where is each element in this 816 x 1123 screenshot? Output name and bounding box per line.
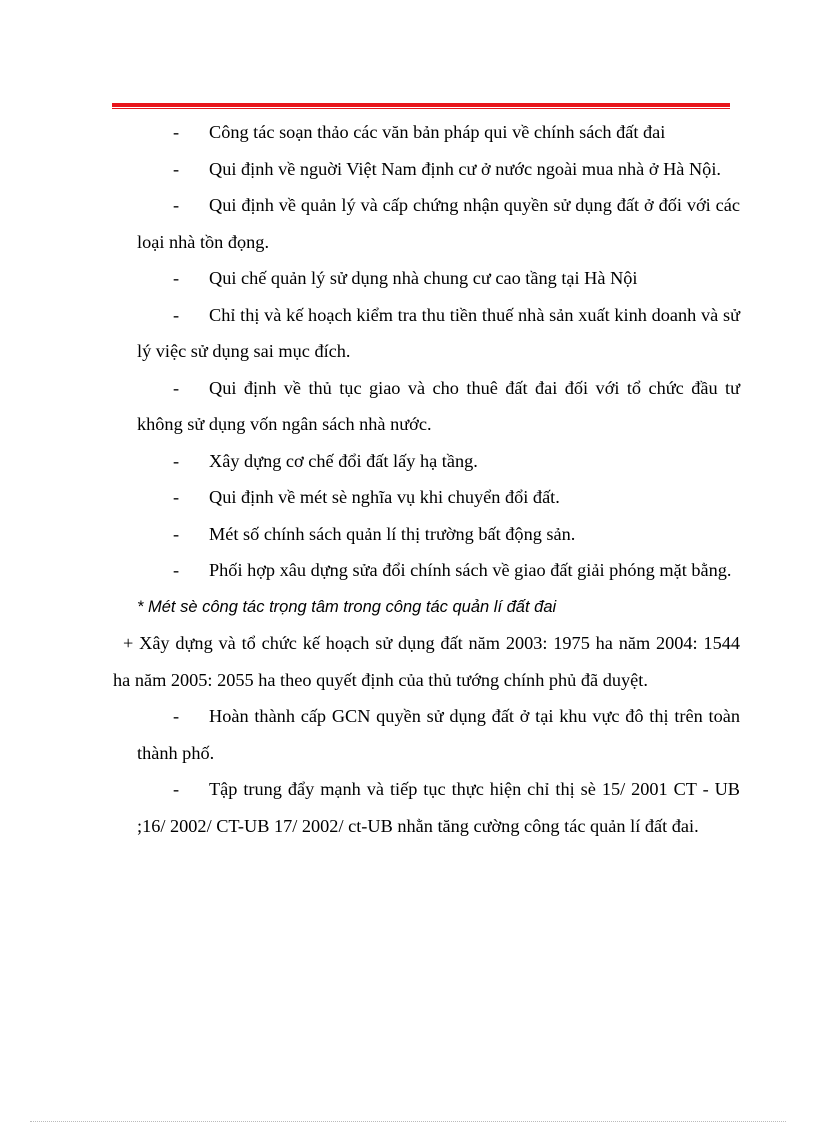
- list-item: [137, 443, 740, 480]
- list-item: [137, 370, 740, 443]
- list-dash: -: [173, 450, 180, 471]
- list-dash: -: [173, 377, 180, 398]
- plan-paragraph: + Xây dựng và tổ chức kế hoạch sử dụng đất năm 2003: 1975 ha năm 2004: 1544 ha năm 2005: 2055 ha theo quyết định của thủ tướng chính phủ đã duyệt.: [113, 633, 740, 690]
- list-item-text: Hoàn thành cấp GCN quyền sử dụng đất ở tại khu vực đô thị trên toàn thành phố.: [137, 706, 740, 763]
- list-item: [137, 151, 740, 188]
- section-heading: * Mét sè công tác trọng tâm trong công tác quản lí đất đai: [137, 597, 557, 616]
- list-item: [137, 698, 740, 771]
- list-item: [137, 260, 740, 297]
- list-dash: -: [173, 195, 180, 215]
- list-dash: -: [173, 706, 180, 726]
- list-dash: -: [173, 523, 180, 544]
- header-rule-thin: [112, 108, 730, 109]
- list-item: [137, 297, 740, 370]
- list-dash: -: [173, 268, 180, 288]
- document-body: [113, 114, 740, 844]
- list-dash: -: [173, 560, 180, 580]
- list-item: [137, 187, 740, 260]
- list-item-text: Xây dựng cơ chế đổi đất lấy hạ tầng.: [209, 450, 478, 471]
- list-item-text: Công tác soạn thảo các văn bản pháp qui về chính sách đất đai: [209, 122, 666, 142]
- list-item-text: Qui định về mét sè nghĩa vụ khi chuyển đổi đất.: [209, 487, 560, 507]
- list-item: [137, 771, 740, 844]
- list-item-text: Mét số chính sách quản lí thị trường bất động sản.: [209, 523, 576, 544]
- list-item-text: Qui chế quản lý sử dụng nhà chung cư cao tầng tại Hà Nội: [209, 268, 638, 288]
- list-dash: -: [173, 779, 180, 799]
- list-item-text: Qui định về thủ tục giao và cho thuê đất đai đối với tổ chức đầu tư không sử dụng vốn ngân sách nhà nước.: [137, 377, 740, 434]
- list-item-text: Tập trung đẩy mạnh và tiếp tục thực hiện chỉ thị sè 15/ 2001 CT - UB ;16/ 2002/ CT-UB 17/ 2002/ ct-UB nhằn tăng cường công tác quản lí đất đai.: [137, 779, 740, 836]
- list-dash: -: [173, 304, 180, 325]
- list-item: [137, 479, 740, 516]
- header-rule: [112, 103, 730, 107]
- list-item: [137, 114, 740, 151]
- list-item: [137, 552, 740, 589]
- list-item: [137, 516, 740, 553]
- list-item-text: Chỉ thị và kế hoạch kiểm tra thu tiền thuế nhà sản xuất kinh doanh và sử lý việc sử dụng sai mục đích.: [137, 304, 740, 361]
- list-dash: -: [173, 158, 180, 179]
- list-item-text: Qui định về nguời Việt Nam định cư ở nước ngoài mua nhà ở Hà Nội.: [209, 158, 721, 179]
- list-dash: -: [173, 122, 180, 142]
- list-dash: -: [173, 487, 180, 507]
- list-item-text: Phối hợp xâu dựng sửa đổi chính sách về giao đất giải phóng mặt bằng.: [209, 560, 732, 580]
- list-item-text: Qui định về quản lý và cấp chứng nhận quyền sử dụng đất ở đối với các loại nhà tồn đọng.: [137, 195, 740, 252]
